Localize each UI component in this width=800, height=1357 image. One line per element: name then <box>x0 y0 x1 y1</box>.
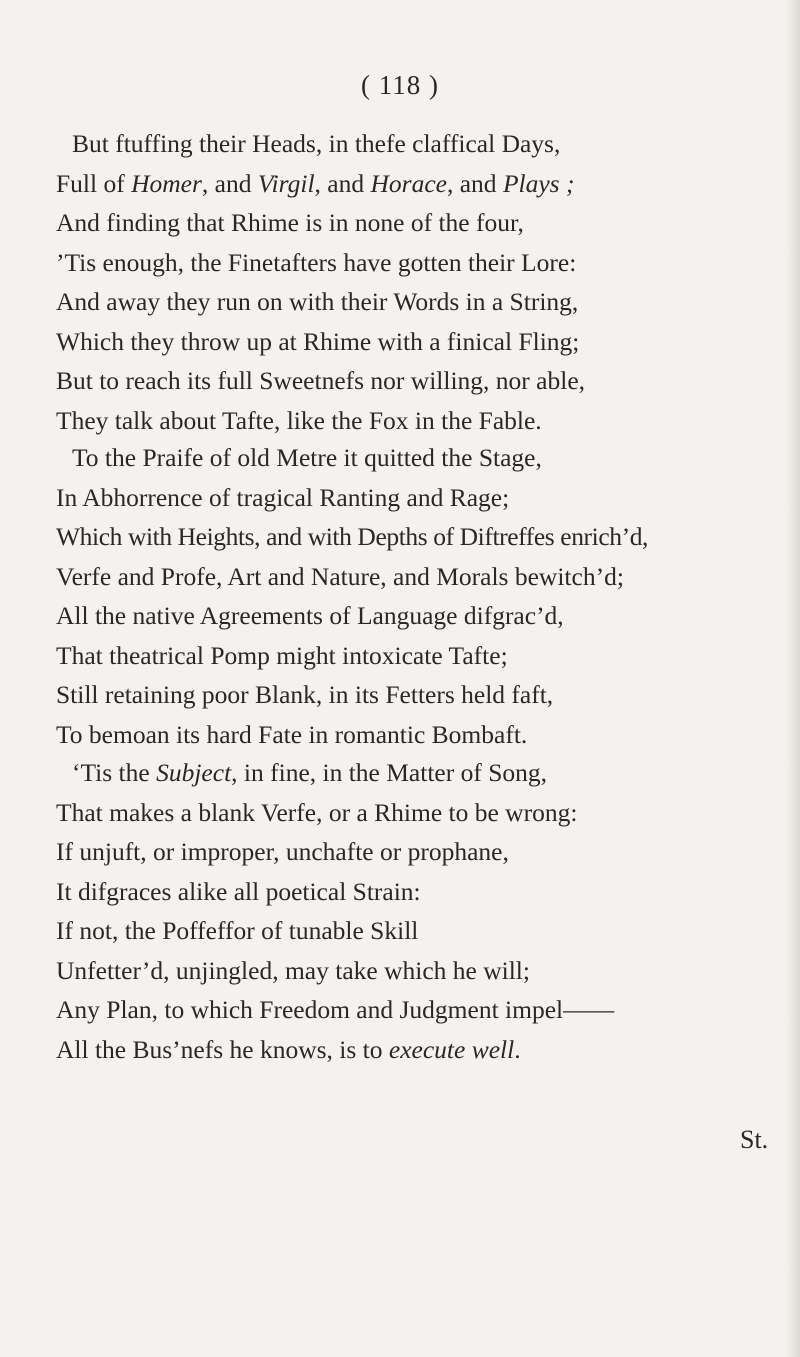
name-virgil: Virgil <box>257 168 315 198</box>
name-horace: Horace <box>370 168 447 198</box>
verse-line: In Abhorrence of tragical Ranting and Rage; <box>56 482 510 512</box>
verse-line: Which they throw up at Rhime with a finical Fling; <box>56 326 580 356</box>
verse-line: If not, the Poffeffor of tunable Skill <box>56 916 419 945</box>
verse-line: Verfe and Profe, Art and Nature, and Morals bewitch’d; <box>56 561 624 591</box>
stanza-3 <box>56 753 796 1069</box>
phrase-execute-well: execute well <box>388 1034 515 1064</box>
verse-line: All the Bus’nefs he knows, is to execute well. <box>56 1034 521 1064</box>
verse-line: ’Tis enough, the Finetafters have gotten their Lore: <box>56 247 577 277</box>
verse-line: They talk about Tafte, like the Fox in the Fable. <box>56 405 542 435</box>
word-subject: Subject <box>156 758 232 787</box>
verse-line: It difgraces alike all poetical Strain: <box>56 876 421 906</box>
verse-line: That theatrical Pomp might intoxicate Tafte; <box>56 640 508 670</box>
name-homer: Homer <box>131 168 202 198</box>
verse-line: Unfetter’d, unjingled, may take which he will; <box>56 955 530 985</box>
verse-line: Any Plan, to which Freedom and Judgment impel—— <box>56 995 615 1024</box>
verse-line: To bemoan its hard Fate in romantic Bombaft. <box>56 719 528 749</box>
verse-line: If unjuft, or improper, unchafte or prophane, <box>56 837 509 866</box>
verse-line: But ftuffing their Heads, in thefe claffical Days, <box>72 129 561 158</box>
verse-line: And away they run on with their Words in a String, <box>56 287 579 316</box>
verse-line: And finding that Rhime is in none of the four, <box>56 208 524 237</box>
catchword: St. <box>740 1125 769 1154</box>
stanza-1 <box>56 124 796 440</box>
verse-line: Full of Homer, and Virgil, and Horace, and Plays ; <box>56 168 575 198</box>
verse-line: To the Praife of old Metre it quitted the Stage, <box>72 443 542 472</box>
page-number: ( 118 ) <box>361 70 439 100</box>
verse-line: Still retaining poor Blank, in its Fetters held faft, <box>56 680 554 709</box>
verse-line: ‘Tis the Subject, in fine, in the Matter of Song, <box>72 758 548 787</box>
word-plays: Plays ; <box>502 168 575 198</box>
verse-line: That makes a blank Verfe, or a Rhime to be wrong: <box>56 797 578 827</box>
verse-line: Which with Heights, and with Depths of Diftreffes enrich’d, <box>56 522 649 551</box>
verse-line: All the native Agreements of Language difgrac’d, <box>56 601 564 630</box>
stanza-2 <box>56 438 796 754</box>
verse-line: But to reach its full Sweetnefs nor willing, nor able, <box>56 366 586 395</box>
